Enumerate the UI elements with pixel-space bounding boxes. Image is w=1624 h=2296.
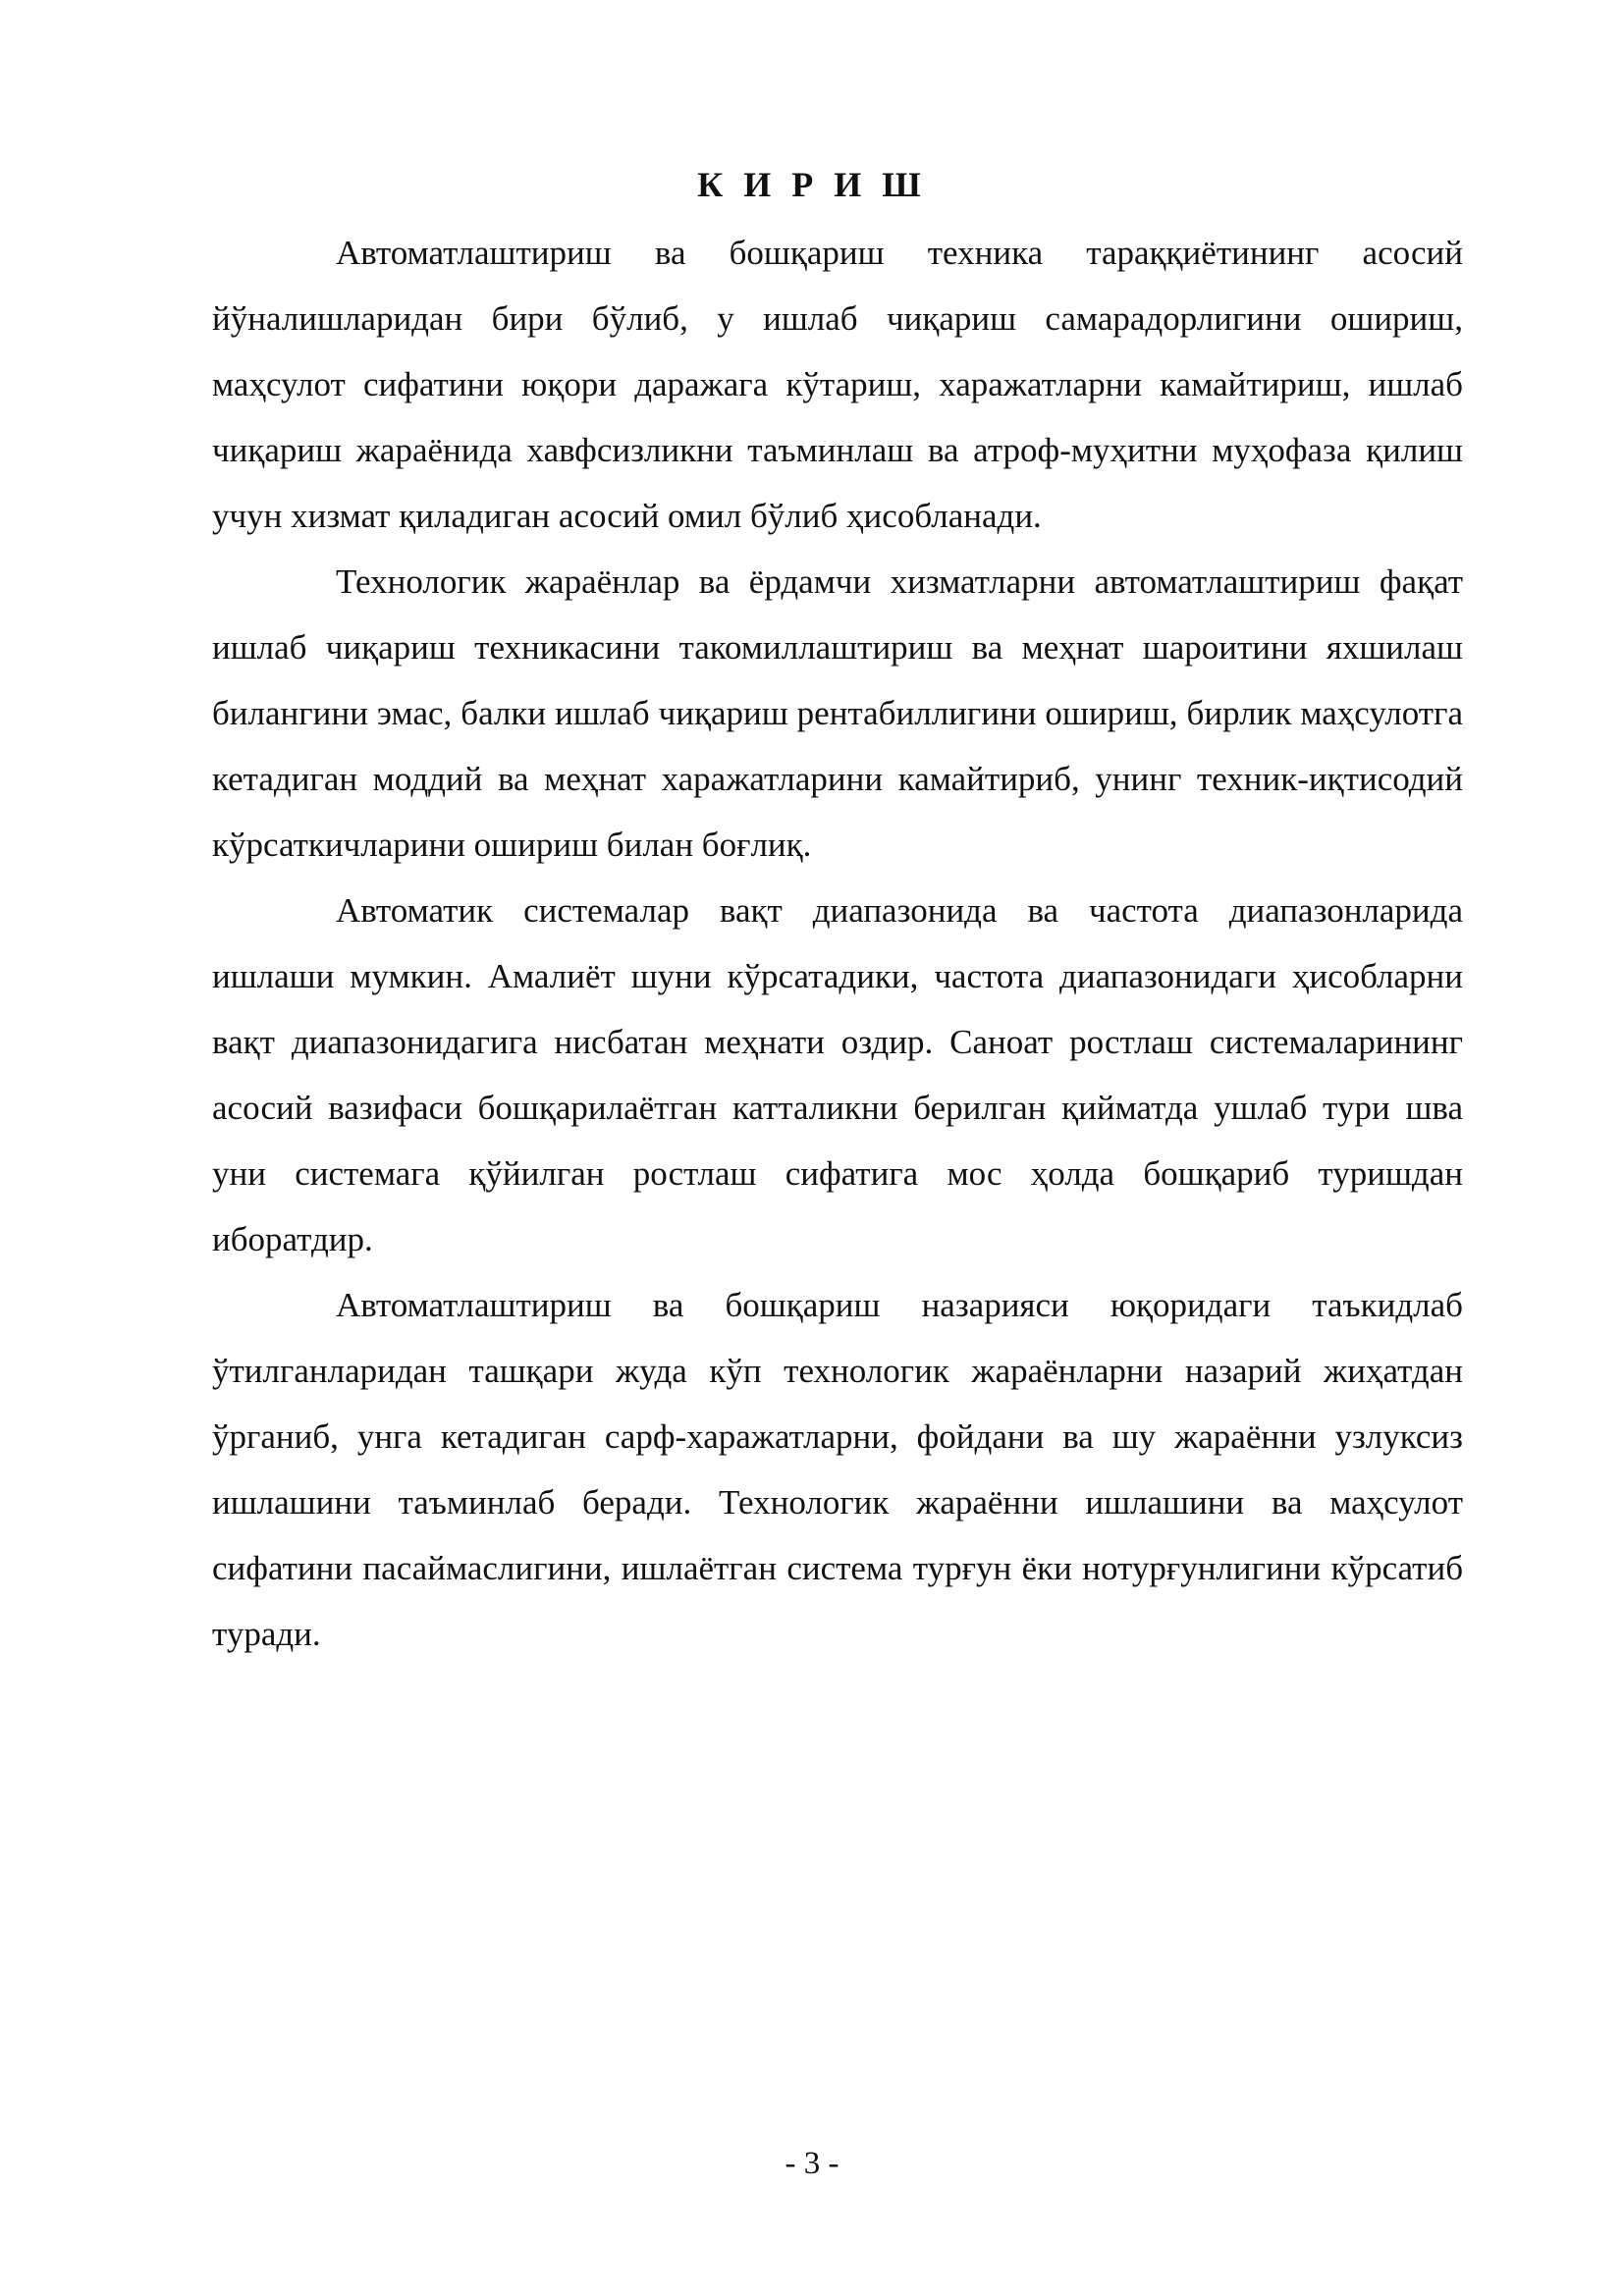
paragraph-4: Автоматлаштириш ва бошқариш назарияси юқоридаги таъкидлаб ўтилганларидан ташқари жуда кўп технологик жараёнларни назарий жиҳатдан ўрганиб, унга кетадиган сарф-харажатларни, фойдани ва шу жараённи узлуксиз ишлашини таъминлаб беради. Технологик жараённи ишлашини ва маҳсулот сифатини пасаймаслигини, ишлаётган система турғун ёки нотурғунлигини кўрсатиб туради. bbox=[212, 1286, 1463, 1653]
paragraph-1: Автоматлаштириш ва бошқариш техника тараққиётининг асосий йўналишларидан бири бўлиб, у ишлаб чиқариш самарадорлигини ошириш, маҳсулот сифатини юқори даражага кўтариш, харажатларни камайтириш, ишлаб чиқариш жараёнида хавфсизликни таъминлаш ва атроф-муҳитни муҳофаза қилиш учун хизмат қиладиган асосий омил бўлиб ҳисобланади. bbox=[212, 234, 1463, 535]
body-text bbox=[212, 220, 1463, 1667]
paragraph-3: Автоматик системалар вақт диапазонида ва частота диапазонларида ишлаши мумкин. Амалиёт шуни кўрсатадики, частота диапазонидаги ҳисобларни вақт диапазонидагига нисбатан меҳнати оздир. Саноат ростлаш системаларининг асосий вазифаси бошқарилаётган катталикни берилган қийматда ушлаб тури шва уни системага қўйилган ростлаш сифатига мос ҳолда бошқариб туришдан иборатдир. bbox=[212, 891, 1463, 1258]
section-title: К И Р И Ш bbox=[697, 165, 927, 205]
paragraph-2: Технологик жараёнлар ва ёрдамчи хизматларни автоматлаштириш фақат ишлаб чиқариш техникасини такомиллаштириш ва меҳнат шароитини яхшилаш билангини эмас, балки ишлаб чиқариш рентабиллигини ошириш, бирлик маҳсулотга кетадиган моддий ва меҳнат харажатларини камайтириб, унинг техник-иқтисодий кўрсаткичларини ошириш билан боғлиқ. bbox=[212, 562, 1463, 864]
page-number: - 3 - bbox=[785, 2146, 839, 2181]
